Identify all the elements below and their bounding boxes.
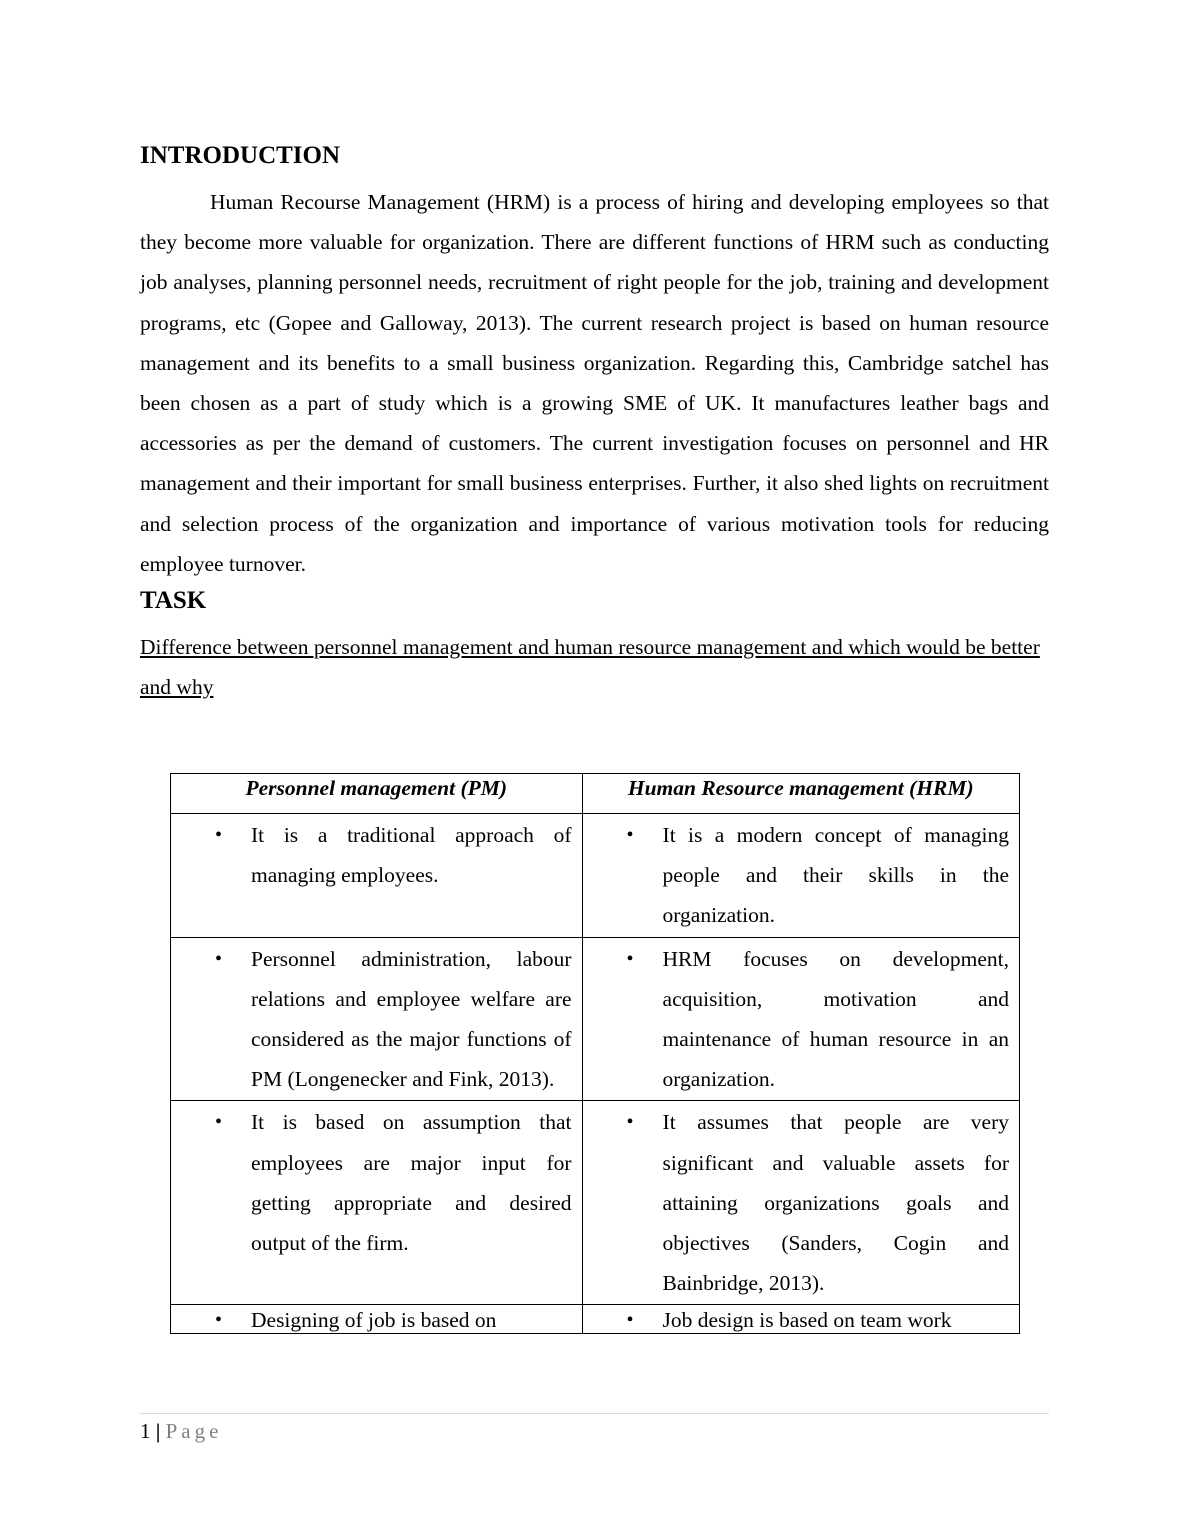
page-footer [140, 1416, 222, 1446]
pm-text: Designing of job is based on [251, 1308, 497, 1333]
hrm-cell [582, 937, 1019, 1101]
bullet-icon: • [626, 947, 634, 970]
table-row [171, 1101, 1020, 1305]
pm-cell [171, 814, 583, 938]
pm-text: Personnel administration, labour relations and employee welfare are considered as the major functions of PM (Longenecker and Fink, 2013). [251, 946, 572, 1092]
bullet-icon: • [626, 1309, 634, 1332]
pm-cell [171, 1305, 583, 1334]
footer-divider [140, 1413, 1049, 1414]
header-pm: Personnel management (PM) [171, 774, 583, 814]
footer-separator: | [155, 1419, 161, 1443]
introduction-heading: INTRODUCTION [140, 142, 341, 169]
hrm-cell [582, 814, 1019, 938]
page-label: Page [165, 1419, 223, 1443]
hrm-text: HRM focuses on development, acquisition, motivation and maintenance of human resource in an organization. [662, 946, 1009, 1092]
document-body [140, 139, 1049, 707]
table-row [171, 814, 1020, 938]
comparison-table [170, 773, 1020, 1334]
table-row [171, 937, 1020, 1101]
hrm-text: It assumes that people are very significant and valuable assets for attaining organizations goals and objectives (Sanders, Cogin and Bainbridge, 2013). [662, 1110, 1009, 1296]
pm-text: It is based on assumption that employees are major input for getting appropriate and desired output of the firm. [251, 1110, 572, 1256]
table-row [171, 1305, 1020, 1334]
header-hrm: Human Resource management (HRM) [582, 774, 1019, 814]
bullet-icon: • [215, 1309, 223, 1332]
bullet-icon: • [215, 824, 223, 846]
task-subheading: Difference between personnel management and human resource management and which would be better and why [140, 635, 1040, 700]
hrm-text: It is a modern concept of managing people and their skills in the organization. [662, 823, 1009, 928]
bullet-icon: • [215, 947, 223, 970]
hrm-text: Job design is based on team work [662, 1308, 952, 1333]
pm-cell [171, 1101, 583, 1305]
bullet-icon: • [626, 824, 634, 846]
pm-text: It is a traditional approach of managing employees. [251, 823, 572, 888]
pm-cell [171, 937, 583, 1101]
table-header-row [171, 774, 1020, 814]
task-heading: TASK [140, 587, 207, 615]
introduction-paragraph: Human Recourse Management (HRM) is a process of hiring and developing employees so that they become more valuable for organization. There are different functions of HRM such as conducting job analyses, planning personnel needs, recruitment of right people for the job, training and development programs, etc (Gopee and Galloway, 2013). The current research project is based on human resource management and its benefits to a small business organization. Regarding this, Cambridge satchel has been chosen as a part of study which is a growing SME of UK. It manufactures leather bags and accessories as per the demand of customers. The current investigation focuses on personnel and HR management and their important for small business enterprises. Further, it also shed lights on recruitment and selection process of the organization and importance of various motivation tools for reducing employee turnover. [140, 190, 1049, 576]
page-number: 1 [140, 1419, 151, 1443]
bullet-icon: • [626, 1111, 634, 1134]
hrm-cell [582, 1305, 1019, 1334]
bullet-icon: • [215, 1111, 223, 1134]
hrm-cell [582, 1101, 1019, 1305]
